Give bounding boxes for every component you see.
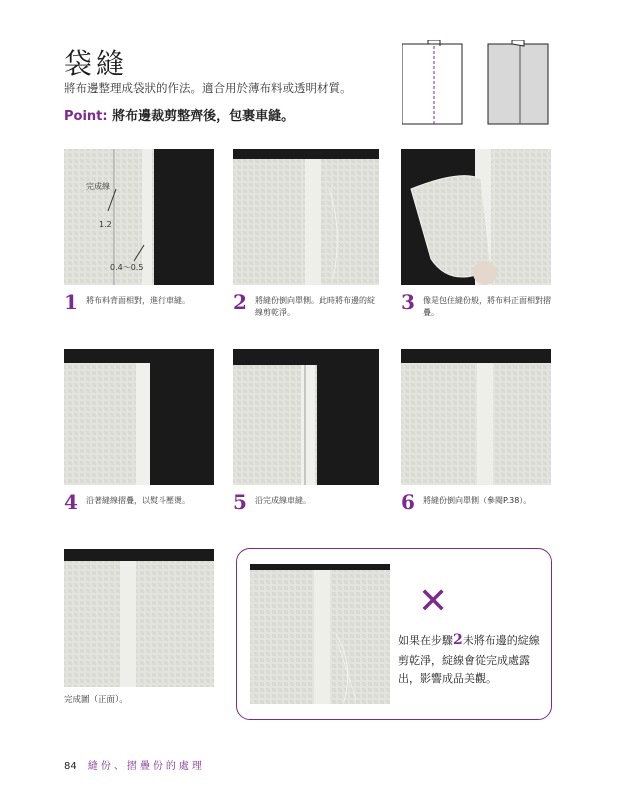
warning-step-ref: 2 [453,632,463,648]
page-footer [64,757,205,772]
warning-text [398,629,548,688]
measure-b-label: 0.4～0.5 [110,263,144,272]
step-2-photo [233,149,379,285]
step-4-photo [64,349,214,485]
warning-text-before: 如果在步驟 [398,634,453,647]
page-number: 84 [64,761,77,772]
cross-mark-icon: ✕ [418,581,449,622]
step-1-number: 1 [64,290,78,314]
step-6-photo [401,349,551,485]
step-2-number: 2 [233,290,247,314]
step-4-text: 沿著縫線摺疊，以熨斗壓燙。 [86,496,190,505]
warning-text-after: 未將布邊的綻線剪乾淨，綻線會從完成處露出，影響成品美觀。 [398,634,540,686]
step-1-text: 將布料背面相對，進行車縫。 [86,296,190,305]
intro-text: 將布邊整理成袋狀的作法。適合用於薄布料或透明材質。 [64,81,352,95]
chapter-title: 縫份、摺疊份的處理 [87,761,205,772]
page-title: 袋縫 [64,47,129,80]
bag-seam-diagram [402,40,552,126]
step-5-text: 沿完成線車縫。 [255,496,311,505]
step-1-photo [64,149,214,285]
step-3-number: 3 [401,290,415,314]
step-5-photo [233,349,379,485]
step-3-text: 像是包住縫份般，將布料正面相對摺疊。 [423,296,551,317]
step-4-number: 4 [64,490,78,514]
finish-line-label: 完成線 [86,182,110,191]
warning-photo [250,564,390,704]
measure-a-label: 1.2 [99,220,112,229]
step-2-text: 將縫份倒向單側。此時將布邊的綻線剪乾淨。 [255,296,375,317]
point-note [64,105,294,124]
step-6-number: 6 [401,490,415,514]
finished-photo [64,549,214,687]
point-text: 將布邊裁剪整齊後，包裹車縫。 [112,109,295,124]
point-label: Point: [64,109,108,124]
step-3-photo [401,149,551,285]
finished-caption: 完成圖（正面）。 [64,695,128,705]
step-5-number: 5 [233,490,247,514]
step-6-text: 將縫份倒向單側（參閱P.38）。 [423,496,532,505]
